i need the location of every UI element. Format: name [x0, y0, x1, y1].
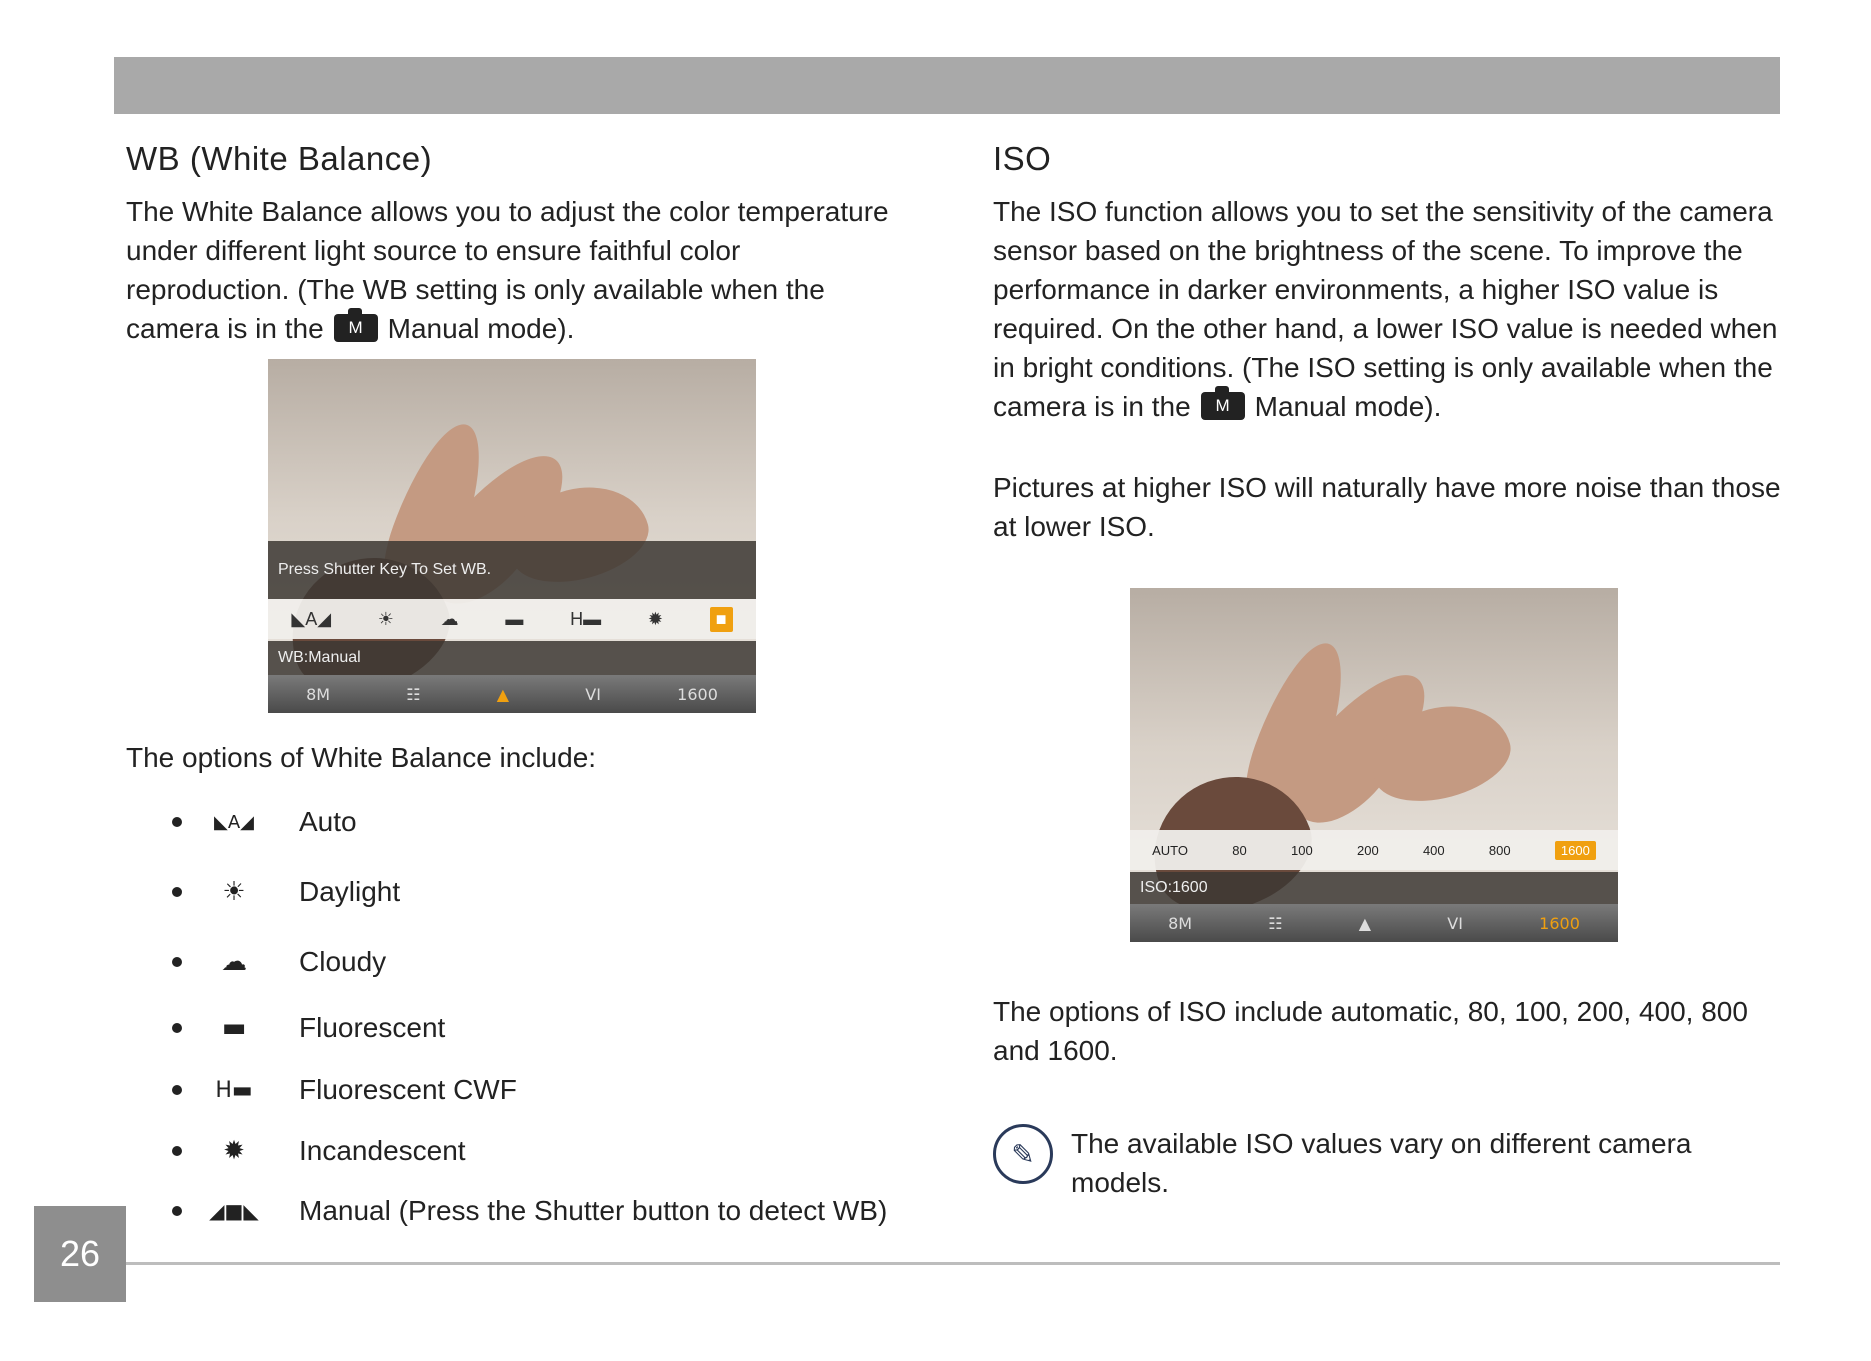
iso-status-bar	[1130, 872, 1618, 904]
option-label: Incandescent	[299, 1135, 466, 1166]
quality-icon[interactable]: ☷	[1268, 913, 1283, 933]
iso-value-strip	[1130, 830, 1618, 870]
option-label: Daylight	[299, 876, 401, 907]
wb-hint-text: Press Shutter Key To Set WB.	[278, 561, 492, 578]
wb-intro	[126, 192, 906, 348]
iso-options-text: The options of ISO include automatic, 80, 100, 200, 400, 800 and 1600.	[993, 996, 1748, 1066]
bullet	[172, 1206, 182, 1216]
iso-noise-text: Pictures at higher ISO will naturally have more noise than those at lower ISO.	[993, 472, 1781, 542]
incandescent-icon[interactable]: ✹	[647, 608, 663, 629]
option-label: Auto	[299, 806, 357, 837]
footer-divider	[126, 1262, 1780, 1265]
manual-wb-icon: ◢■◣	[209, 1199, 259, 1223]
iso-intro-text: The ISO function allows you to set the sensitivity of the camera sensor based on the brightness of the scene. To improve the performance in darker environments, a higher ISO value is required. On the other hand, a lower ISO value is needed when in bright conditions. (The ISO setting is only available when the camera is in the	[993, 196, 1778, 422]
wb-hint-bar	[268, 541, 756, 599]
bullet	[172, 887, 182, 897]
fluorescent-cwf-icon: H▬	[215, 1077, 253, 1103]
option-label: Cloudy	[299, 946, 387, 977]
iso-option[interactable]: 80	[1232, 842, 1247, 858]
iso-option[interactable]: 400	[1422, 842, 1445, 858]
image-size-icon[interactable]: 8M	[1168, 913, 1193, 933]
wb-icon[interactable]: ▲	[496, 684, 510, 704]
wb-intro-text: The White Balance allows you to adjust the color temperature under different light source to ensure faithful color reproduction. (The WB setting is only available when the camera is in the	[126, 196, 889, 344]
auto-wb-icon: ◣A◢	[214, 811, 254, 833]
iso-option[interactable]: 100	[1291, 842, 1313, 858]
wb-icon-strip	[268, 599, 756, 639]
wb-status-bar	[268, 641, 756, 675]
fluorescent-icon[interactable]: ▬	[505, 608, 524, 629]
video-icon[interactable]: VI	[585, 684, 601, 704]
daylight-icon: ☀	[222, 877, 246, 907]
iso-option[interactable]: 200	[1356, 842, 1379, 858]
wb-heading: WB (White Balance)	[126, 140, 433, 177]
iso-intro-end: Manual mode).	[1254, 391, 1442, 422]
iso-heading: ISO	[993, 140, 1052, 177]
bullet	[172, 1146, 182, 1156]
camera-manual-icon: M	[334, 314, 378, 342]
wb-icon[interactable]: ▲	[1358, 913, 1372, 933]
bullet	[172, 1023, 182, 1033]
note-icon: ✎	[993, 1124, 1053, 1184]
wb-options-intro: The options of White Balance include:	[126, 742, 597, 773]
video-icon[interactable]: VI	[1447, 913, 1463, 933]
image-size-icon[interactable]: 8M	[306, 684, 331, 704]
iso-intro	[993, 192, 1783, 426]
option-label: Fluorescent	[299, 1012, 446, 1043]
quality-icon[interactable]: ☷	[406, 684, 421, 704]
option-label: Fluorescent CWF	[299, 1074, 517, 1105]
wb-status-text: WB:Manual	[278, 649, 361, 666]
iso-section	[993, 140, 1783, 546]
auto-wb-icon[interactable]: ◣A◢	[291, 608, 332, 629]
page-number: 26	[34, 1206, 126, 1302]
option-label: Manual (Press the Shutter button to detect WB)	[299, 1195, 888, 1226]
iso-option[interactable]: AUTO	[1152, 842, 1189, 858]
header-bar	[114, 57, 1780, 114]
wb-screen-image	[268, 359, 756, 713]
bullet	[172, 957, 182, 967]
note-text: The available ISO values vary on different camera models.	[1071, 1128, 1692, 1198]
cloudy-icon[interactable]: ☁	[440, 608, 459, 629]
fluorescent-icon: ▬	[221, 1013, 247, 1043]
iso-bottom-toolbar	[1130, 904, 1618, 942]
iso-status-text: ISO:1600	[1140, 879, 1208, 896]
bullet	[172, 1085, 182, 1095]
iso-screen-image	[1130, 588, 1618, 942]
wb-bottom-toolbar	[268, 675, 756, 713]
wb-intro-end: Manual mode).	[387, 313, 575, 344]
incandescent-icon: ✹	[223, 1136, 245, 1166]
manual-wb-icon[interactable]: ■	[710, 607, 733, 632]
fluorescent-cwf-icon[interactable]: H▬	[570, 608, 602, 629]
camera-manual-icon: M	[1201, 392, 1245, 420]
daylight-icon[interactable]: ☀	[377, 608, 394, 629]
iso-icon[interactable]: 1600	[677, 684, 718, 704]
iso-option[interactable]: 800	[1488, 842, 1511, 858]
wb-section	[126, 140, 906, 348]
cloudy-icon: ☁	[221, 947, 247, 977]
bullet	[172, 817, 182, 827]
iso-icon[interactable]: 1600	[1539, 913, 1580, 933]
iso-option-selected[interactable]: 1600	[1555, 841, 1596, 860]
